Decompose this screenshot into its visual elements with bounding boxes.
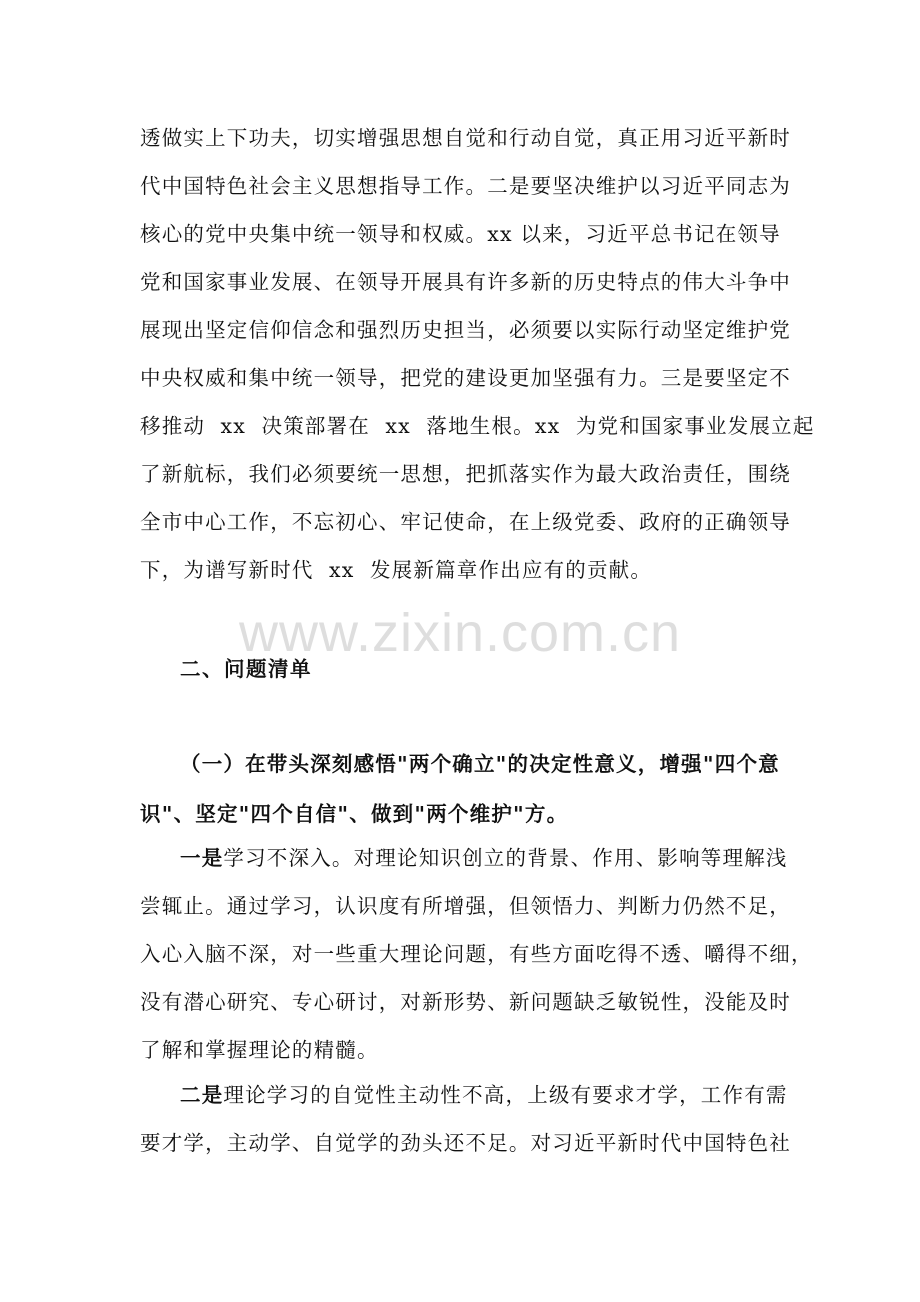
paragraph-line: 党和国家事业发展、在领导开展具有许多新的历史特点的伟大斗争中 bbox=[140, 270, 791, 294]
paragraph-line: 核心的党中央集中统一领导和权威。xx 以来，习近平总书记在领导 bbox=[140, 222, 781, 246]
paragraph-line: 入心入脑不深，对一些重大理论问题，有些方面吃得不透、嚼得不细， bbox=[140, 942, 813, 966]
paragraph-line: 展现出坚定信仰信念和强烈历史担当，必须要以实际行动坚定维护党 bbox=[140, 318, 791, 342]
subheading-line: 识"、坚定"四个自信"、做到"两个维护"方。 bbox=[140, 802, 569, 826]
paragraph-line: 移推动 xx 决策部署在 xx 落地生根。xx 为党和国家事业发展立起 bbox=[140, 414, 815, 438]
paragraph-line: 要才学，主动学、自觉学的劲头还不足。对习近平新时代中国特色社 bbox=[140, 1131, 791, 1155]
paragraph-line: 下，为谱写新时代 xx 发展新篇章作出应有的贡献。 bbox=[140, 558, 653, 582]
issue-two-paragraph bbox=[140, 1071, 791, 1167]
paragraph-line: 代中国特色社会主义思想指导工作。二是要坚决维护以习近平同志为 bbox=[140, 174, 791, 198]
paragraph-first-line bbox=[140, 834, 788, 882]
issue-one-paragraph bbox=[140, 834, 813, 1074]
intro-paragraph bbox=[140, 114, 815, 594]
subsection-heading bbox=[140, 739, 780, 839]
watermark: www.zixin.com.cn bbox=[238, 603, 682, 663]
issue-lead: 一是 bbox=[180, 846, 224, 870]
paragraph-text: 理论学习的自觉性主动性不高，上级有要求才学，工作有需 bbox=[223, 1083, 788, 1107]
paragraph-line: 了新航标，我们必须要统一思想，把抓落实作为最大政治责任，围绕 bbox=[140, 462, 791, 486]
paragraph-first-line bbox=[140, 1071, 788, 1119]
paragraph-text: 学习不深入。对理论知识创立的背景、作用、影响等理解浅 bbox=[223, 846, 788, 870]
paragraph-line: 尝辄止。通过学习，认识度有所增强，但领悟力、判断力仍然不足， bbox=[140, 894, 791, 918]
issue-lead: 二是 bbox=[180, 1083, 224, 1107]
paragraph-line: 没有潜心研究、专心研讨，对新形势、新问题缺乏敏锐性，没能及时 bbox=[140, 990, 791, 1014]
paragraph-line: 全市中心工作，不忘初心、牢记使命，在上级党委、政府的正确领导 bbox=[140, 510, 791, 534]
paragraph-line: 了解和掌握理论的精髓。 bbox=[140, 1038, 379, 1062]
section-heading: 二、问题清单 bbox=[180, 657, 312, 681]
paragraph-line: 透做实上下功夫，切实增强思想自觉和行动自觉，真正用习近平新时 bbox=[140, 126, 791, 150]
paragraph-line: 中央权威和集中统一领导，把党的建设更加坚强有力。三是要坚定不 bbox=[140, 366, 791, 390]
subheading-line: （一）在带头深刻感悟"两个确立"的决定性意义，增强"四个意 bbox=[180, 752, 780, 776]
